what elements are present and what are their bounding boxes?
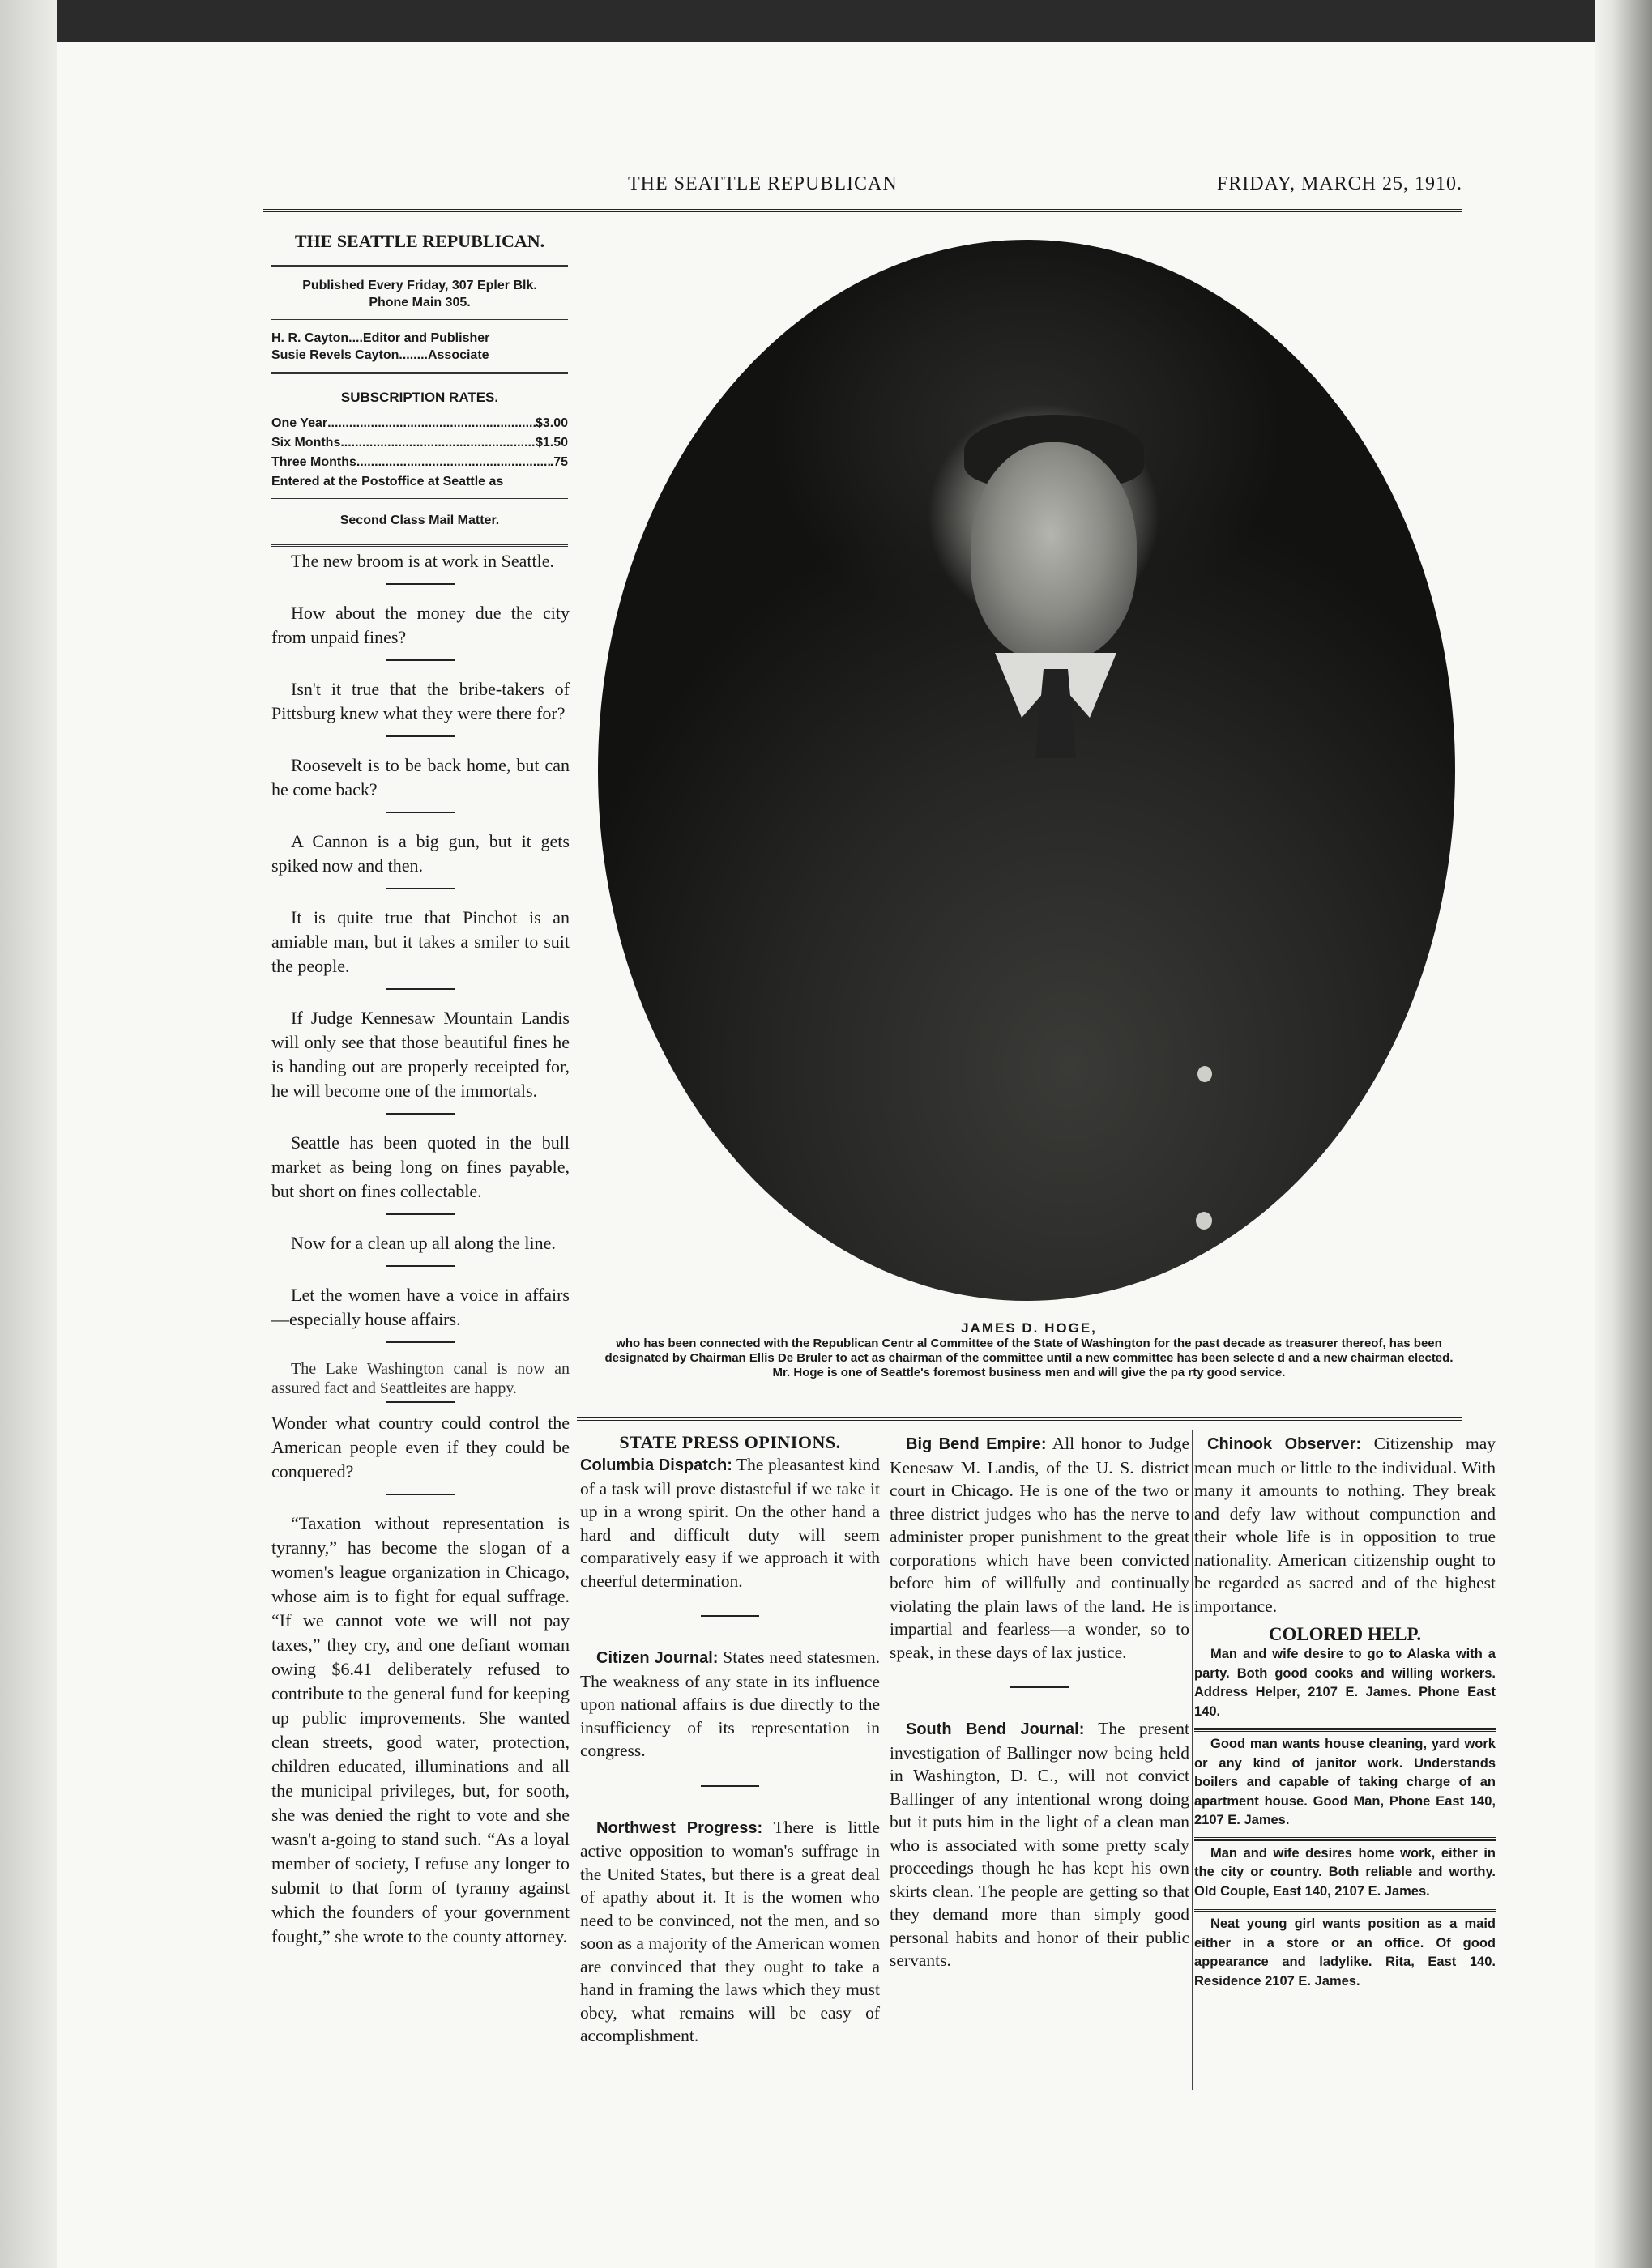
rates-heading: SUBSCRIPTION RATES. [340,390,499,405]
editorial-paragraph: How about the money due the city from unpaid fines? [271,603,570,647]
entered-line: Entered at the Postoffice at Seattle as [271,475,504,488]
editor-line: H. R. Cayton....Editor and Publisher [271,331,490,345]
press-opinion: South Bend Journal: The present investigation of Ballinger now being held in Washington, D. C., will not convict Ballinger of any intentional wrong doing but it puts him in the light of a clean man who is associated with some pretty scaly proceedings though he has kept his own skirts clean. The people are getting so that they demand more than simply good personal habits and honor of their public servants. [890,1719,1189,1970]
top-rule [263,209,1462,215]
rate-price: $1.50 [535,436,568,450]
separator [386,1265,455,1267]
ad-rule [1194,1728,1496,1732]
caption-rule [577,1418,1462,1421]
scan-border-left [0,0,57,2268]
issue-date: FRIDAY, MARCH 25, 1910. [1216,173,1462,194]
opinion-source: Columbia Dispatch: [580,1456,732,1474]
separator [386,1341,455,1343]
opinion-source: South Bend Journal: [906,1720,1085,1738]
editorial-paragraph: Seattle has been quoted in the bull market as being long on fines payable, but short on fines collectable. [271,1132,570,1201]
running-head [263,173,1462,202]
middle-column [890,1432,1189,1972]
rate-row [271,414,568,433]
separator [386,888,455,889]
associate-line: Susie Revels Cayton........Associate [271,348,489,362]
classified-ad: Man and wife desire to go to Alaska with a party. Both good cooks and willing workers. Address Helper, 2107 E. James. Phone East 140. [1194,1647,1496,1719]
editorial-paragraph: The Lake Washington canal is now an assured fact and Seattleites are happy. [271,1360,570,1397]
opinion-source: Chinook Observer: [1207,1435,1362,1453]
separator [386,988,455,990]
opinion-source: Northwest Progress: [596,1818,763,1837]
separator [386,1401,455,1403]
right-column [1194,1432,1496,1991]
editorial-paragraph: A Cannon is a big gun, but it gets spiked now and then. [271,831,570,876]
publication-info [271,267,568,320]
rate-price: .75 [549,455,568,469]
ad-rule [1194,1908,1496,1912]
masthead-box [271,231,568,547]
press-opinion: Northwest Progress: There is little active opposition to woman's suffrage in the United States, but there is a great deal of apathy about it. It is the women who need to be convinced, not the men, and so soon as a majority of the American women are convinced that they ought to take a hand in framing the laws which they must obey, what remains will be easy of accomplishment. [580,1817,880,2045]
caption-name: JAMES D. HOGE, [961,1320,1097,1336]
rates-list [271,414,568,492]
opinion-source: Big Bend Empire: [906,1435,1047,1453]
rate-row [271,433,568,453]
classified-ad: Neat young girl wants position as a maid either in a store or an office. Of good appearance and ladylike. Rita, East 140. Residence 2107 E. James. [1194,1916,1496,1989]
masthead-title: THE SEATTLE REPUBLICAN. [271,231,568,267]
rate-label: Three Months [271,455,356,469]
coat-button [1196,1212,1212,1230]
separator [701,1785,759,1787]
column-divider [1192,1430,1193,2090]
rate-label: One Year [271,416,328,430]
separator [386,1113,455,1115]
coat-button [1197,1066,1212,1082]
separator [386,1213,455,1215]
editorial-column [271,549,570,1949]
press-opinion: Columbia Dispatch: The pleasantest kind of a task will prove distasteful if we take it up in a wrong spirit. On the other hand a hard and difficult duty will seem comparatively easy if we approach it with cheerful determination. [580,1455,880,1591]
portrait-photo [598,240,1455,1301]
editorial-paragraph: Let the women have a voice in affairs—especially house affairs. [271,1285,570,1329]
paper-name: THE SEATTLE REPUBLICAN [628,173,898,194]
editorial-paragraph: “Taxation without representation is tyranny,” has become the slogan of a women's league organization in Chicago, whose aim is to fight for equal suffrage. “If we cannot vote we will not pay taxes,” they cry, and one defiant woman owing $6.41 deliberately refused to contribute to the general fund for keeping up public improvements. She wanted clean streets, good water, protection, children educated, illuminations and all the municipal privileges, but, for sooth, she was denied the right to vote and she wasn't a-going to stand such. “As a loyal member of society, I refuse any longer to submit to that form of tyranny against which the founders of your government fought,” she wrote to the county attorney. [271,1513,570,1946]
colored-help-heading: COLORED HELP. [1268,1624,1422,1644]
scan-border-right [1595,0,1652,2268]
editorial-paragraph: Roosevelt is to be back home, but can he come back? [271,755,570,799]
photo-caption [600,1320,1458,1380]
separator [386,812,455,813]
separator [386,583,455,585]
portrait-face [971,442,1137,661]
staff-info [271,320,568,374]
rate-label: Six Months [271,436,341,450]
separator [1010,1686,1069,1688]
editorial-paragraph: The new broom is at work in Seattle. [291,551,555,571]
press-opinion: Big Bend Empire: All honor to Judge Kenesaw M. Landis, of the U. S. district court in Chicago. He is one of the two or three district judges who has the nerve to administer proper punishment to the great corporations which have been convicted before him of willfully and continually violating the plain laws of the land. He is impartial and fearless—a wonder, so to speak, in these days of lax justice. [890,1434,1189,1662]
opinion-source: Citizen Journal: [596,1649,719,1667]
classified-ad: Man and wife desires home work, either in the city or country. Both reliable and worthy. Old Couple, East 140, 2107 E. James. [1194,1845,1496,1899]
press-opinion: Chinook Observer: Citizenship may mean much or little to the individual. With many it amounts to nothing. They break and defy law without compunction and their whole life is in opposition to true nationality. American citizenship ought to be regarded as sacred and of the highest importance. [1194,1434,1496,1616]
state-press-column [580,1432,880,2048]
scan-border-top [0,0,1652,42]
editorial-paragraph: It is quite true that Pinchot is an amiable man, but it takes a smiler to suit the people. [271,907,570,976]
phone-line: Phone Main 305. [369,296,471,309]
editorial-paragraph: Wonder what country could control the American people even if they could be conquered? [271,1413,570,1481]
rate-price: $3.00 [535,416,568,430]
separator [386,659,455,661]
rate-row [271,453,568,472]
caption-text: who has been connected with the Republican Centr al Committee of the State of Washington for the past decade as treasurer thereof, has been designated by Chairman Ellis De Bruler to act as chairman of the committee until a new committee has been selecte d and a new chairman elected. Mr. Hoge is one of Seattle's foremost business men and will give the pa rty good service. [604,1336,1454,1379]
separator [701,1615,759,1617]
press-opinion: Citizen Journal: States need statesmen. The weakness of any state in its influence upon national affairs is due directly to the insufficiency of its representation in congress. [580,1648,880,1760]
editorial-paragraph: If Judge Kennesaw Mountain Landis will only see that those beautiful fines he is handing out are properly receipted for, he will become one of the immortals. [271,1008,570,1101]
editorial-paragraph: Isn't it true that the bribe-takers of Pittsburg knew what they were there for? [271,679,570,723]
second-class-line: Second Class Mail Matter. [271,498,568,547]
published-line: Published Every Friday, 307 Epler Blk. [302,279,537,292]
separator [386,735,455,737]
ad-rule [1194,1837,1496,1841]
separator [386,1494,455,1495]
classified-ad: Good man wants house cleaning, yard work or any kind of janitor work. Understands boilers and capable of taking charge of an apartment house. Good Man, Phone East 140, 2107 E. James. [1194,1737,1496,1827]
editorial-paragraph: Now for a clean up all along the line. [291,1233,556,1253]
state-press-heading: STATE PRESS OPINIONS. [619,1432,841,1452]
